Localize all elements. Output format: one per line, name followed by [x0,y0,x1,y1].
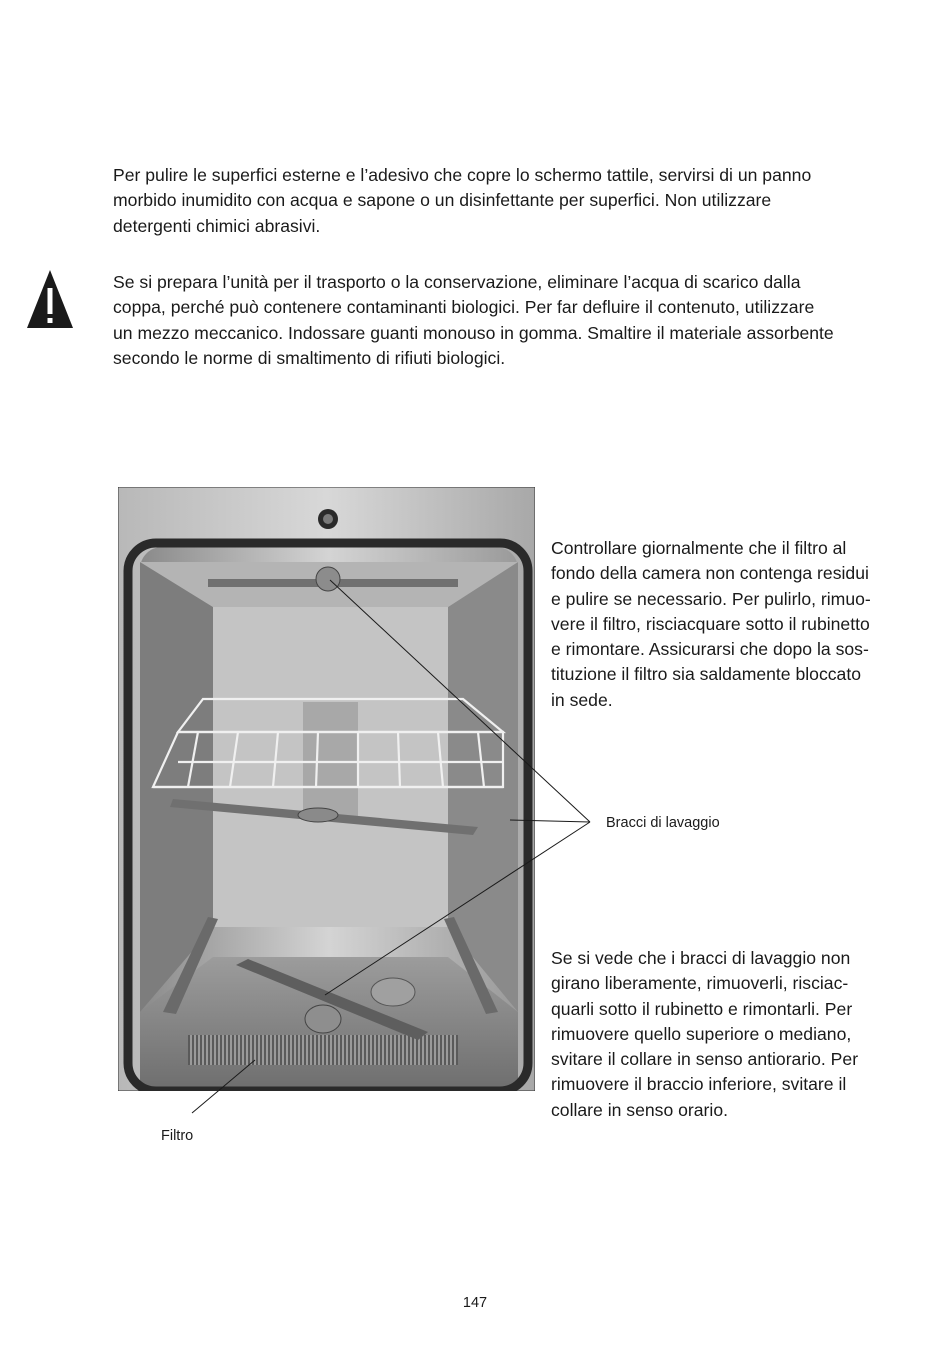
paragraph-filter-check: Controllare giornalmente che il filtro al fondo della camera non contenga residui e pulire se necessario. Per pulirlo, rimuo- vere il filtro, risciacquare sotto il rubinetto e rimontare. Assicurarsi che dopo la sos- tituzione il filtro sia saldamente bloccato in sede. [551,538,871,710]
warning-triangle-icon [25,268,75,330]
paragraph-wash-arms: Se si vede che i bracci di lavaggio non girano liberamente, rimuoverli, risciac- quarli sotto il rubinetto e rimontarli. Per rimuovere quello superiore o mediano, svitare il collare in senso antiorario. Per rimuovere il braccio inferiore, svitare il collare in senso orario. [551,948,859,1120]
label-filter: Filtro [161,1128,194,1144]
paragraph-cleaning: Per pulire le superfici esterne e l’adesivo che copre lo schermo tattile, servirsi di un panno morbido inumidito con acqua e sapone o un disinfettante per superfici. Non utilizzare detergenti chimici abrasivi. [113,165,812,236]
label-wash-arms: Bracci di lavaggio [606,815,720,831]
dishwasher-chamber-photo [118,487,535,1091]
paragraph-warning: Se si prepara l’unità per il trasporto o la conservazione, eliminare l’acqua di scarico dalla coppa, perché può contenere contaminanti biologici. Per far defluire il contenuto, utilizzare un mezzo meccanico. Indossare guanti monouso in gomma. Smaltire il materiale assorbente secondo le norme di smaltimento di rifiuti biologici. [113,272,834,368]
page-number: 147 [462,1295,488,1311]
